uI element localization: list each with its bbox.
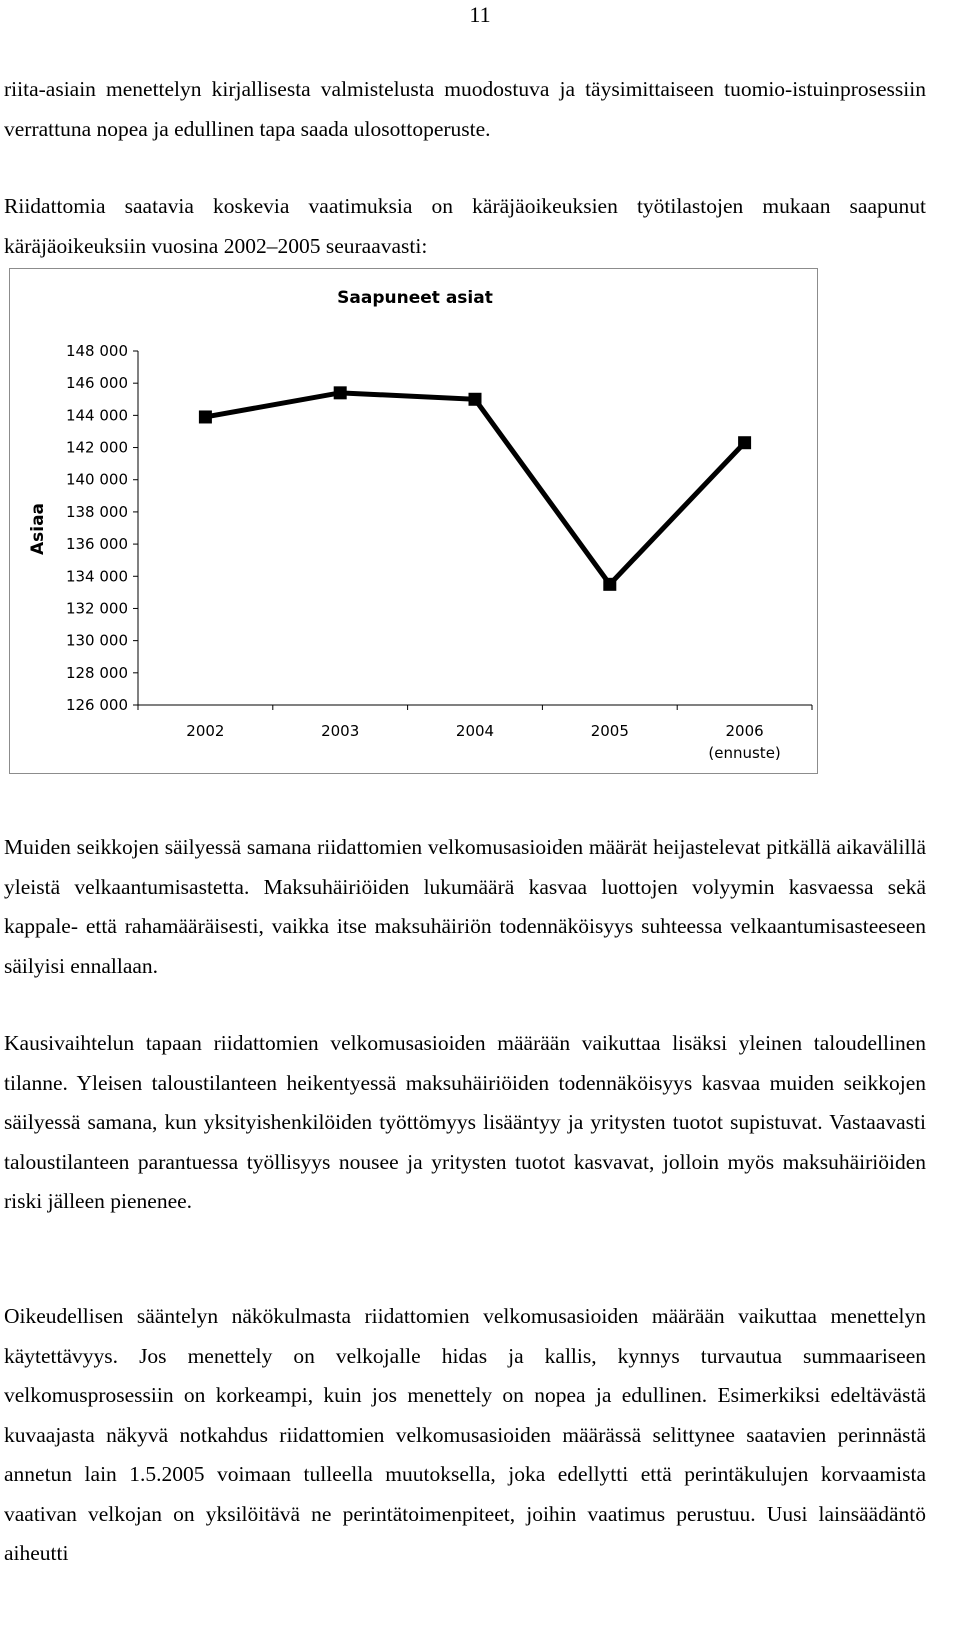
data-point-marker xyxy=(469,393,482,406)
y-tick-label: 146 000 xyxy=(65,374,128,393)
line-chart xyxy=(9,268,818,774)
data-point-marker xyxy=(603,578,616,591)
y-tick-label: 128 000 xyxy=(65,663,128,682)
y-tick-label: 126 000 xyxy=(65,696,128,714)
paragraph-5: Oikeudellisen sääntelyn näkökulmasta riidattomien velkomusasioiden määrään vaikuttaa menettelyn käytettävyys. Jos menettely on velkojalle hidas ja kallis, kynnys turvautua summaariseen velkomusprosessiin on korkeampi, kuin jos menettely on nopea ja edullinen. Esimerkiksi edeltävästä kuvaajasta näkyvä notkahdus riidattomien velkomusasioiden määrässä selittynee saatavien perinnästä annetun lain 1.5.2005 voimaan tulleella muutoksella, joka edellytti että perintäkulujen korvaamista vaativan velkojan on yksilöitävä ne perintätoimenpiteet, joihin vaatimus perustuu. Uusi lainsäädäntö aiheutti xyxy=(4,1304,926,1565)
chart-title: Saapuneet asiat xyxy=(337,288,493,308)
data-point-marker xyxy=(738,436,751,449)
x-tick-label: 2005 xyxy=(590,722,629,740)
paragraph-4: Kausivaihtelun tapaan riidattomien velkomusasioiden määrään vaikuttaa lisäksi yleinen taloudellinen tilanne. Yleisen taloustilanteen heikentyessä maksuhäiriöiden todennäköisyys kasvaa muiden seikkojen säilyessä samana, kun yksityishenkilöiden työttömyys lisääntyy ja yritysten tuotot supistuvat. Vastaavasti taloustilanteen parantuessa työllisyys nousee ja yritysten tuotot kasvavat, jolloin myös maksuhäiriöiden riski jälleen pienenee. xyxy=(4,1031,926,1213)
chart-canvas xyxy=(10,269,816,772)
x-tick-label: 2002 xyxy=(186,722,225,740)
x-tick-label: 2003 xyxy=(321,722,360,740)
page-number: 11 xyxy=(469,2,491,27)
y-tick-label: 148 000 xyxy=(65,342,128,360)
x-tick-label: 2006 xyxy=(725,722,764,740)
y-tick-label: 136 000 xyxy=(65,535,128,554)
paragraph-1: riita-asiain menettelyn kirjallisesta valmistelusta muodostuva ja täysimittaiseen tuomio-istuinprosessiin verrattuna nopea ja edullinen tapa saada ulosottoperuste. xyxy=(4,77,926,141)
x-tick-sublabel: (ennuste) xyxy=(708,744,781,762)
y-tick-label: 142 000 xyxy=(65,438,128,457)
y-axis-label: Asiaa xyxy=(28,502,48,556)
paragraph-3: Muiden seikkojen säilyessä samana riidattomien velkomusasioiden määrät heijastelevat pitkällä aikavälillä yleistä velkaantumisastetta. Maksuhäiriöiden lukumäärä kasvaa luottojen volyymin kasvaessa sekä kappale- että rahamääräisesti, vaikka itse maksuhäiriön todennäköisyys suhteessa velkaantumisasteeseen säilyisi ennallaan. xyxy=(4,835,926,978)
y-tick-label: 140 000 xyxy=(65,470,128,489)
y-tick-label: 138 000 xyxy=(65,502,128,521)
y-tick-label: 144 000 xyxy=(65,406,128,425)
y-tick-label: 132 000 xyxy=(65,599,128,618)
series-line xyxy=(205,393,744,584)
paragraph-2: Riidattomia saatavia koskevia vaatimuksia on käräjäoikeuksien työtilastojen mukaan saapunut käräjäoikeuksiin vuosina 2002–2005 seuraavasti: xyxy=(4,194,926,258)
y-tick-label: 134 000 xyxy=(65,567,128,586)
data-point-marker xyxy=(199,410,212,423)
y-tick-label: 130 000 xyxy=(65,631,128,650)
x-tick-label: 2004 xyxy=(455,722,495,740)
data-point-marker xyxy=(334,386,347,399)
